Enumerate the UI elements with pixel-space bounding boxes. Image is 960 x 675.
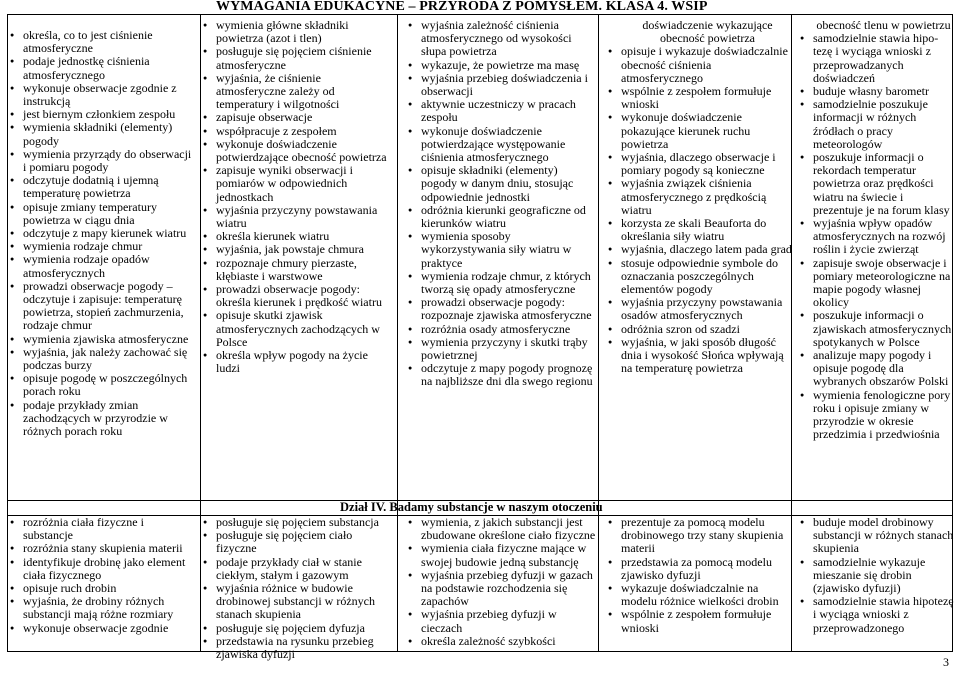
requirement-item: ● wyjaśnia, dlaczego obserwacje i pomiary pogody są konieczne — [608, 151, 794, 177]
requirement-item: ● buduje model drobinowy substancji w różnych stanach skupienia — [800, 516, 954, 556]
column-divider — [200, 15, 201, 651]
requirement-item: ● wykonuje doświadczenie potwierdzające występowanie ciśnienia atmosferycznego — [408, 125, 596, 165]
page-number: 3 — [943, 655, 949, 669]
requirement-item: ● podaje jednostkę ciśnienia atmosferycznego — [10, 55, 193, 81]
requirement-item: ● wymienia fenologiczne pory roku i opisuje zmiany w przyrodzie w okresie przedzimia i przedwiośnia — [800, 389, 954, 442]
bottom-col3 — [408, 516, 596, 648]
requirement-item: ● poszukuje informacji o rekordach temperatur powietrza oraz prędkości wiatru na świecie i prezentuje je na forum klasy — [800, 151, 954, 217]
requirement-item: ● wyjaśnia zależność ciśnienia atmosferycznego od wysokości słupa powietrza — [408, 19, 596, 59]
requirement-item: ● wymienia, z jakich substancji jest zbudowane określone ciało fizyczne — [408, 516, 596, 542]
requirement-item: ● wykazuje, że powietrze ma masę — [408, 59, 596, 72]
requirement-item: ● wymienia przyrządy do obserwacji i pomiaru pogody — [10, 148, 193, 174]
requirement-item: ● określa, co to jest ciśnienie atmosferyczne — [10, 29, 193, 55]
requirement-item: ● określa wpływ pogody na życie ludzi — [203, 349, 393, 375]
requirement-item: ● wymienia rodzaje chmur — [10, 240, 193, 253]
requirement-item: ● posługuje się pojęciem ciało fizyczne — [203, 529, 393, 555]
requirement-item: ● wspólnie z zespołem formułuje wnioski — [608, 608, 794, 634]
page-header: WYMAGANIA EDUKACYNE – PRZYRODA Z POMYSŁEM. KLASA 4. WSIP — [216, 0, 708, 14]
top-col5-lead: obecność tlenu w powietrzu — [816, 18, 951, 32]
requirement-item: ● stosuje odpowiednie symbole do oznaczania poszczególnych elementów pogody — [608, 257, 794, 297]
requirement-item: ● opisuje i wykazuje doświadczalnie obecność ciśnienia atmosferycznego — [608, 45, 794, 85]
requirement-item: ● opisuje skutki zjawisk atmosferycznych zachodzących w Polsce — [203, 309, 393, 349]
requirement-item: ● korzysta ze skali Beauforta do określania siły wiatru — [608, 217, 794, 243]
requirement-item: ● wymienia składniki (elementy) pogody — [10, 121, 193, 147]
requirement-item: ● zapisuje swoje obserwacje i pomiary meteorologiczne na mapie pogody własnej okolicy — [800, 257, 954, 310]
requirement-item: ● wyjaśnia przebieg doświadczenia i obserwacji — [408, 72, 596, 98]
requirement-item: ● przedstawia za pomocą modelu zjawisko dyfuzji — [608, 556, 794, 582]
requirement-item: ● posługuje się pojęciem substancja — [203, 516, 393, 529]
requirement-item: ● wyjaśnia, że drobiny różnych substancji mają różne rozmiary — [10, 595, 193, 621]
requirement-item: ● odróżnia kierunki geograficzne od kierunków wiatru — [408, 204, 596, 230]
requirement-item: ● opisuje zmiany temperatury powietrza w ciągu dnia — [10, 201, 193, 227]
requirement-item: ● wymienia główne składniki powietrza (azot i tlen) — [203, 19, 393, 45]
requirement-item: ● wyjaśnia, jak powstaje chmura — [203, 243, 393, 256]
top-col3 — [408, 19, 596, 389]
top-col2-list — [203, 19, 393, 375]
requirement-item: ● określa kierunek wiatru — [203, 230, 393, 243]
requirement-item: ● wyjaśnia wpływ opadów atmosferycznych na rozwój roślin i życie zwierząt — [800, 217, 954, 257]
bottom-col1 — [10, 516, 193, 635]
requirement-item: ● opisuje pogodę w poszczególnych porach roku — [10, 372, 193, 398]
requirement-item: ● odczytuje z mapy kierunek wiatru — [10, 227, 193, 240]
requirement-item: ● wykazuje doświadczalnie na modelu różnice wielkości drobin — [608, 582, 794, 608]
requirement-item: ● wyjaśnia przebieg dyfuzji w cieczach — [408, 608, 596, 634]
requirement-item: ● opisuje składniki (elementy) pogody w danym dniu, stosując odpowiednie jednostki — [408, 164, 596, 204]
requirement-item: ● wymienia rodzaje chmur, z których tworzą się opady atmosferyczne — [408, 270, 596, 296]
requirement-item: ● opisuje ruch drobin — [10, 582, 193, 595]
top-col4-list — [608, 45, 794, 375]
requirement-item: ● wykonuje obserwacje zgodnie z instrukcją — [10, 82, 193, 108]
requirement-item: ● podaje przykłady ciał w stanie ciekłym, stałym i gazowym — [203, 556, 393, 582]
requirement-item: ● wyjaśnia przyczyny powstawania wiatru — [203, 204, 393, 230]
requirement-item: ● określa zależność szybkości — [408, 635, 596, 648]
requirement-item: ● odczytuje dodatnią i ujemną temperaturę powietrza — [10, 174, 193, 200]
requirement-item: ● wykonuje obserwacje zgodnie — [10, 622, 193, 635]
requirement-item: ● samodzielnie stawia hipotezę i wyciąga wnioski z przeprowadzonego — [800, 595, 954, 635]
requirement-item: ● wymienia sposoby wykorzystywania siły wiatru w praktyce — [408, 230, 596, 270]
requirement-item: ● zapisuje wyniki obserwacji i pomiarów w odpowiednich jednostkach — [203, 164, 393, 204]
requirement-item: ● wspólnie z zespołem formułuje wnioski — [608, 85, 794, 111]
requirement-item: ● prowadzi obserwacje pogody: określa kierunek i prędkość wiatru — [203, 283, 393, 309]
column-divider — [397, 15, 398, 651]
requirement-item: ● jest biernym członkiem zespołu — [10, 108, 193, 121]
requirement-item: ● wyjaśnia przyczyny powstawania osadów atmosferycznych — [608, 296, 794, 322]
requirement-item: ● wyjaśnia, w jaki sposób długość dnia i wysokość Słońca wpływają na temperaturę powietrza — [608, 336, 794, 376]
requirement-item: ● podaje przykłady zmian zachodzących w przyrodzie w różnych porach roku — [10, 399, 193, 439]
requirement-item: ● wyjaśnia, jak należy zachować się podczas burzy — [10, 346, 193, 372]
bottom-col5-list — [800, 516, 954, 635]
requirement-item: ● analizuje mapy pogody i opisuje pogodę dla wybranych obszarów Polski — [800, 349, 954, 389]
section-title: Dział IV. Badamy substancje w naszym otoczeniu — [340, 500, 603, 514]
requirement-item: ● wykonuje doświadczenie pokazujące kierunek ruchu powietrza — [608, 111, 794, 151]
bottom-col4-list — [608, 516, 794, 635]
requirement-item: ● prowadzi obserwacje pogody – odczytuje i zapisuje: temperaturę powietrza, stopień zachmurzenia, rodzaje chmur — [10, 280, 193, 333]
top-col1 — [10, 29, 193, 438]
top-col1-list — [10, 29, 193, 438]
top-col2 — [203, 19, 393, 375]
bottom-col5 — [800, 516, 954, 635]
requirement-item: ● wyjaśnia, że ciśnienie atmosferyczne zależy od temperatury i wilgotności — [203, 72, 393, 112]
bottom-col4 — [608, 516, 794, 635]
top-col4 — [608, 19, 794, 375]
requirement-item: ● rozróżnia osady atmosferyczne — [408, 323, 596, 336]
requirement-item: ● buduje własny barometr — [800, 85, 954, 98]
requirement-item: ● wymienia rodzaje opadów atmosferycznych — [10, 253, 193, 279]
requirement-item: ● rozróżnia ciała fizyczne i substancje — [10, 516, 193, 542]
requirement-item: ● identyfikuje drobinę jako element ciała fizycznego — [10, 556, 193, 582]
requirement-item: ● posługuje się pojęciem ciśnienie atmosferyczne — [203, 45, 393, 71]
requirement-item: ● wyjaśnia różnice w budowie drobinowej substancji w różnych stanach skupienia — [203, 582, 393, 622]
bottom-col3-list — [408, 516, 596, 648]
requirement-item: ● aktywnie uczestniczy w pracach zespołu — [408, 98, 596, 124]
requirement-item: ● odczytuje z mapy pogody prognozę na najbliższe dni dla swego regionu — [408, 362, 596, 388]
top-col3-list — [408, 19, 596, 389]
requirement-item: ● przedstawia na rysunku przebieg zjawiska dyfuzji — [203, 635, 393, 661]
bottom-col2-list — [203, 516, 393, 661]
requirement-item: ● wyjaśnia przebieg dyfuzji w gazach na podstawie rozchodzenia się zapachów — [408, 569, 596, 609]
requirement-item: ● wyjaśnia, dlaczego latem pada grad — [608, 243, 794, 256]
requirement-item: ● wyjaśnia związek ciśnienia atmosferycznego z prędkością wiatru — [608, 177, 794, 217]
requirement-item: ● posługuje się pojęciem dyfuzja — [203, 622, 393, 635]
column-divider — [598, 15, 599, 651]
top-col5-list — [800, 32, 954, 441]
requirement-item: ● samodzielnie wykazuje mieszanie się drobin (zjawisko dyfuzji) — [800, 556, 954, 596]
requirement-item: ● wymienia przyczyny i skutki trąby powietrznej — [408, 336, 596, 362]
requirement-item: ● prowadzi obserwacje pogody: rozpoznaje zjawiska atmosferyczne — [408, 296, 596, 322]
requirement-item: ● wykonuje doświadczenie potwierdzające obecność powietrza — [203, 138, 393, 164]
requirement-item: ● poszukuje informacji o zjawiskach atmosferycznych spotykanych w Polsce — [800, 309, 954, 349]
bottom-col1-list — [10, 516, 193, 635]
requirement-item: ● rozróżnia stany skupienia materii — [10, 542, 193, 555]
requirement-item: ● rozpoznaje chmury pierzaste, kłębiaste i warstwowe — [203, 257, 393, 283]
requirement-item: ● wymienia ciała fizyczne mające w swojej budowie jedną substancję — [408, 542, 596, 568]
requirement-item: ● odróżnia szron od szadzi — [608, 323, 794, 336]
requirement-item: ● samodzielnie poszukuje informacji w różnych źródłach o pracy meteorologów — [800, 98, 954, 151]
requirement-item: ● samodzielnie stawia hipo-tezę i wyciąga wnioski z przeprowadzanych doświadczeń — [800, 32, 954, 85]
bottom-col2 — [203, 516, 393, 661]
top-col4-lead: doświadczenie wykazujące obecność powietrza — [642, 18, 773, 46]
requirement-item: ● wymienia zjawiska atmosferyczne — [10, 333, 193, 346]
requirement-item: ● prezentuje za pomocą modelu drobinowego trzy stany skupienia materii — [608, 516, 794, 556]
requirement-item: ● współpracuje z zespołem — [203, 125, 393, 138]
top-col5 — [800, 19, 954, 442]
requirement-item: ● zapisuje obserwacje — [203, 111, 393, 124]
